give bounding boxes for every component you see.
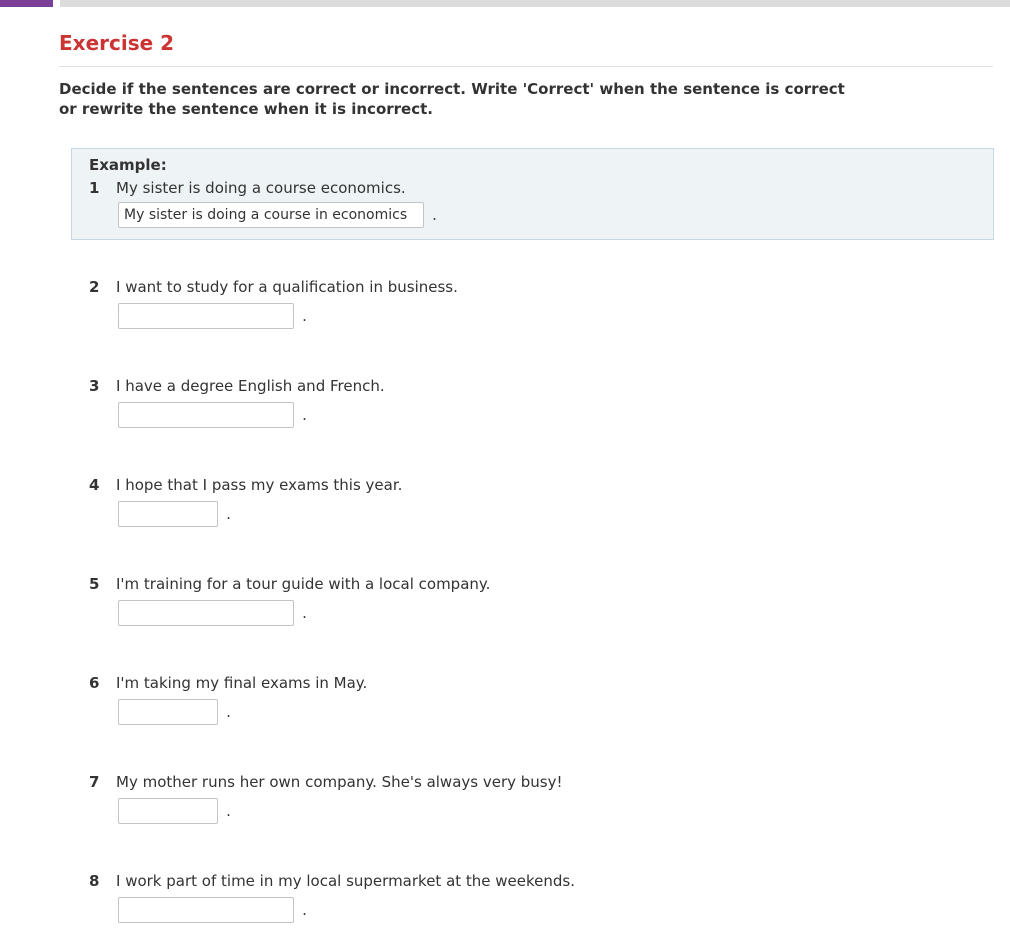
top-progress-bar: [0, 0, 1010, 7]
example-label: Example:: [89, 156, 167, 174]
answer-period: .: [302, 901, 307, 919]
answer-row: [118, 798, 231, 824]
item-sentence: I have a degree English and French.: [116, 377, 385, 395]
item-sentence: I'm taking my final exams in May.: [116, 674, 368, 692]
answer-period: .: [302, 406, 307, 424]
answer-period: .: [226, 505, 231, 523]
answer-period: .: [226, 703, 231, 721]
item-sentence: I work part of time in my local supermarket at the weekends.: [116, 872, 576, 890]
item-number: 8: [89, 872, 100, 890]
answer-period: .: [432, 206, 437, 224]
exercise-title: Exercise 2: [59, 31, 175, 55]
item-number: 7: [89, 773, 100, 791]
answer-period: .: [302, 307, 307, 325]
item-sentence: My sister is doing a course economics.: [116, 179, 406, 197]
title-divider: [59, 66, 993, 67]
answer-row: [118, 402, 307, 428]
example-answer-input: [118, 202, 424, 228]
progress-bar-accent: [0, 0, 53, 7]
item-number: 6: [89, 674, 100, 692]
answer-input-4[interactable]: [118, 501, 218, 527]
item-sentence: I'm training for a tour guide with a local company.: [116, 575, 491, 593]
answer-row: [118, 699, 231, 725]
answer-row: [118, 202, 437, 228]
answer-row: [118, 897, 307, 923]
item-sentence: I want to study for a qualification in business.: [116, 278, 458, 296]
exercise-instructions: Decide if the sentences are correct or incorrect. Write 'Correct' when the sentence is correct or rewrite the sentence when it is incorrect.: [59, 80, 845, 118]
item-sentence: My mother runs her own company. She's always very busy!: [116, 773, 563, 791]
item-number: 4: [89, 476, 100, 494]
progress-bar-track: [60, 0, 1010, 7]
answer-input-6[interactable]: [118, 699, 218, 725]
item-number: 3: [89, 377, 100, 395]
answer-period: .: [226, 802, 231, 820]
answer-input-2[interactable]: [118, 303, 294, 329]
item-number: 5: [89, 575, 100, 593]
answer-input-7[interactable]: [118, 798, 218, 824]
answer-row: [118, 303, 307, 329]
item-number: 2: [89, 278, 100, 296]
answer-input-5[interactable]: [118, 600, 294, 626]
answer-input-8[interactable]: [118, 897, 294, 923]
item-number: 1: [89, 179, 100, 197]
answer-period: .: [302, 604, 307, 622]
answer-input-3[interactable]: [118, 402, 294, 428]
item-sentence: I hope that I pass my exams this year.: [116, 476, 403, 494]
answer-row: [118, 501, 231, 527]
answer-row: [118, 600, 307, 626]
